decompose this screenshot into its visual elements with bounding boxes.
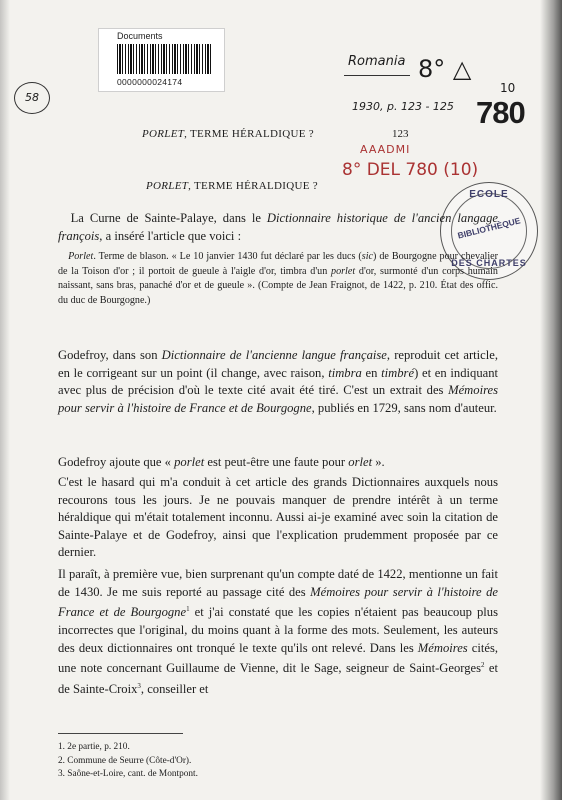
footnote-ref-3: 3	[137, 681, 141, 690]
article-title-italic: PORLET	[146, 180, 189, 192]
handwritten-page-reference: 1930, p. 123 - 125	[352, 100, 454, 113]
barcode-number: 0000000024174	[117, 77, 183, 87]
handwritten-journal-name: Romania	[348, 54, 406, 69]
article-title	[146, 180, 318, 192]
running-head	[142, 128, 314, 140]
barcode-title: Documents	[117, 31, 163, 41]
stamp-bottom-text: DES CHARTES	[451, 258, 527, 268]
footnote-ref-2: 2	[481, 661, 485, 670]
footnotes	[58, 741, 498, 782]
footnote-ref-1: 1	[186, 605, 190, 614]
page-number: 123	[392, 128, 409, 140]
paragraph-5: Il paraît, à première vue, bien surprenant qu'un compte daté de 1422, mentionne un fait de 1430. Je me suis reporté au passage cité des Mémoires pour servir à l'histoire de France et de Bourgogne$^1$ et j'ai constaté que les copies n'étaient pas beaucoup plus incorrectes que l'original, du moins quant à la forme des mots. Seulement, les auteurs des deux dictionnaires ont tronqué le texte qu'ils ont relevé. Dans les Mémoires cités, une note concernant Guillaume de Vienne, dit le Sage, seigneur de Saint-Georges$^2$ et de Sainte-Croix$^3$, conseiller et	[58, 567, 499, 697]
shelf-number-label: 780	[476, 95, 525, 130]
handwritten-call-number: 8° △	[418, 55, 472, 83]
running-head-text: , TERME HÉRALDIQUE ?	[184, 128, 314, 140]
paragraph-4: C'est le hasard qui m'a conduit à cet article des grands Dictionnaires auxquels nous recourons tous les jours. Je ne pouvais manquer de prendre intérêt à un terme héraldique qui m'était totalement inconnu. Aussi ai-je examiné avec soin la citation de Sainte-Palaye et de Godefroy, ainsi que l'explication prudemment proposée par ce dernier.	[58, 475, 498, 560]
footnote-1: 1. 2e partie, p. 210.	[58, 742, 130, 752]
stamp-top-text: ECOLE	[469, 189, 509, 200]
handwritten-code: AAADMI	[360, 143, 411, 156]
paragraph-1: La Curne de Sainte-Palaye, dans le Dictionnaire historique de l'ancien langage françois, a inséré l'article que voici :	[58, 211, 498, 243]
paragraph-3: Godefroy ajoute que « porlet est peut-être une faute pour orlet ».	[58, 455, 385, 469]
footnote-3: 3. Saône-et-Loire, cant. de Montpont.	[58, 769, 198, 780]
stamp-middle-text: BIBLIOTHÈQUE	[456, 215, 522, 241]
handwritten-call-number-sub: 10	[500, 81, 516, 95]
running-head-italic: PORLET	[142, 128, 185, 140]
article-title-text: , TERME HÉRALDIQUE ?	[188, 180, 318, 192]
handwritten-underline	[344, 75, 410, 76]
handwritten-folio-number: 58	[14, 82, 50, 114]
footnote-divider	[58, 733, 183, 734]
dictionary-quote: Porlet. Terme de blason. « Le 10 janvier 1430 fut déclaré par les ducs (sic) de Bourgogne pour chevalier de la Toison d'or ; il portoit de gueule à l'aigle d'or, timbra d'un porlet d'or, surmonté d'un corps humain naissant, sans bras, panaché d'or et de gueule ». (Compte de Jean Fraignot, de 1422, p. 210. État des offic. du duc de Bourgogne.)	[58, 251, 498, 306]
paragraph-2: Godefroy, dans son Dictionnaire de l'ancienne langue française, reproduit cet article, en le corrigeant sur un point (il change, avec raison, timbra en timbré) et en indiquant avec plus de précision d'où le texte cité avait été tiré. C'est un extrait des Mémoires pour servir à l'histoire de France et de Bourgogne, publiés en 1729, sans nom d'auteur.	[58, 348, 499, 415]
barcode-icon	[117, 44, 213, 74]
handwritten-shelfmark: 8° DEL 780 (10)	[342, 160, 479, 180]
footnote-2: 2. Commune de Seurre (Côte-d'Or).	[58, 755, 192, 766]
library-barcode-label	[98, 28, 225, 92]
